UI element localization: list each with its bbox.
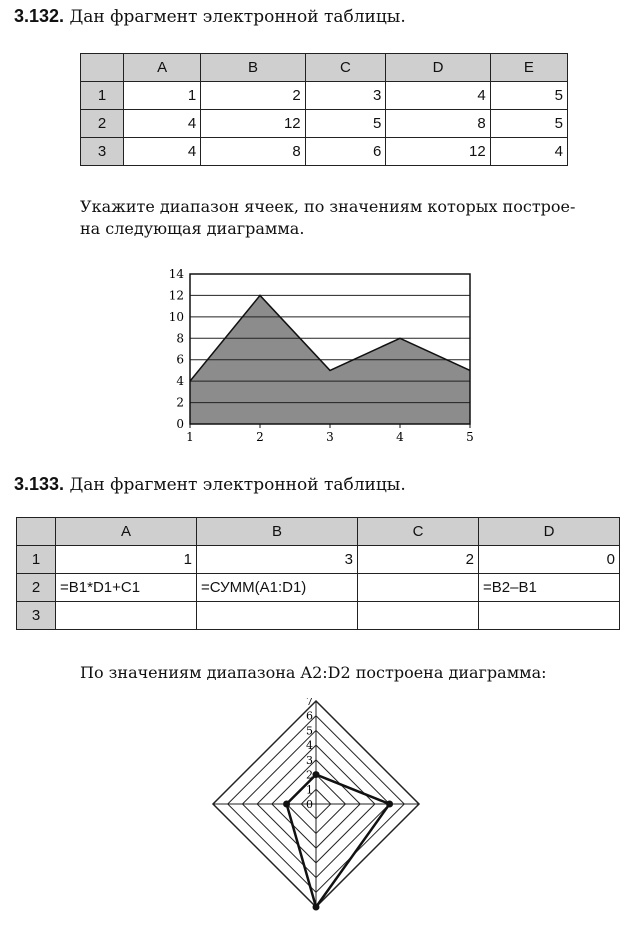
- cell: [358, 574, 479, 602]
- cell: 12: [201, 110, 305, 138]
- x-tick-label: 1: [186, 430, 194, 444]
- table-row: [17, 574, 620, 602]
- task-title: Дан фрагмент электронной таблицы.: [69, 7, 406, 27]
- cell: 4: [490, 138, 567, 166]
- row-header: 1: [81, 82, 124, 110]
- cell: 8: [201, 138, 305, 166]
- column-header-d: D: [479, 518, 620, 546]
- cell: 12: [386, 138, 490, 166]
- radar-data-point: [283, 801, 290, 808]
- column-header-b: B: [197, 518, 358, 546]
- cell: 2: [201, 82, 305, 110]
- radar-tick-label: 4: [306, 739, 313, 753]
- cell: 5: [490, 82, 567, 110]
- column-header-b: B: [201, 54, 305, 82]
- cell: 2: [358, 546, 479, 574]
- radar-tick-label: 2: [306, 768, 313, 782]
- cell: [479, 602, 620, 630]
- cell: 4: [124, 110, 201, 138]
- cell: 3: [305, 82, 386, 110]
- y-tick-label: 0: [176, 417, 184, 431]
- task-number: 3.133.: [14, 474, 65, 494]
- cell: 0: [479, 546, 620, 574]
- radar-tick-label: 3: [306, 753, 313, 767]
- question-line-2: на следующая диаграмма.: [80, 219, 305, 238]
- cell: [56, 602, 197, 630]
- y-tick-label: 2: [176, 395, 184, 410]
- y-tick-label: 6: [176, 352, 184, 367]
- table-row: [81, 82, 568, 110]
- x-tick-label: 5: [466, 430, 474, 444]
- y-tick-label: 10: [168, 309, 184, 324]
- radar-caption: По значениям диапазона A2:D2 построена диаграмма:: [80, 663, 547, 682]
- question-line-1: Укажите диапазон ячеек, по значениям которых построе-: [80, 197, 576, 216]
- table-row: [81, 110, 568, 138]
- y-tick-label: 8: [176, 331, 184, 346]
- cell: 6: [305, 138, 386, 166]
- formula-cell: =B1*D1+C1: [56, 574, 197, 602]
- formula-cell: =B2–B1: [479, 574, 620, 602]
- row-header: 2: [17, 574, 56, 602]
- row-header: 2: [81, 110, 124, 138]
- corner-cell: [17, 518, 56, 546]
- task-title: Дан фрагмент электронной таблицы.: [69, 475, 406, 495]
- cell: 5: [305, 110, 386, 138]
- row-header: 3: [17, 602, 56, 630]
- cell: [197, 602, 358, 630]
- row-header: 1: [17, 546, 56, 574]
- column-header-c: C: [358, 518, 479, 546]
- cell: 3: [197, 546, 358, 574]
- cell: [358, 602, 479, 630]
- cell: 5: [490, 110, 567, 138]
- y-tick-label: 12: [168, 288, 184, 303]
- radar-tick-label: 5: [306, 724, 313, 738]
- spreadsheet-fragment-1: [80, 53, 568, 166]
- cell: 1: [124, 82, 201, 110]
- radar-tick-label: 7: [306, 698, 313, 708]
- question-text: [80, 196, 575, 240]
- formula-cell: =СУММ(A1:D1): [197, 574, 358, 602]
- cell: 4: [124, 138, 201, 166]
- task-3-132-header: [14, 6, 406, 27]
- column-header-e: E: [490, 54, 567, 82]
- radar-tick-label: 6: [306, 709, 313, 723]
- task-number: 3.132.: [14, 6, 65, 26]
- radar-data-point: [313, 771, 320, 778]
- column-header-c: C: [305, 54, 386, 82]
- cell: 8: [386, 110, 490, 138]
- task-3-133-header: [14, 474, 406, 495]
- y-tick-label: 14: [168, 267, 184, 281]
- radar-tick-label: 0: [306, 798, 313, 811]
- cell: 1: [56, 546, 197, 574]
- radar-data-point: [313, 904, 320, 911]
- radar-tick-label: 1: [306, 783, 313, 797]
- column-header-a: A: [56, 518, 197, 546]
- row-header: 3: [81, 138, 124, 166]
- radar-chart: [200, 698, 436, 928]
- table-row: [17, 602, 620, 630]
- column-header-row: [17, 518, 620, 546]
- column-header-a: A: [124, 54, 201, 82]
- y-tick-label: 4: [176, 374, 184, 389]
- area-chart: [160, 262, 490, 452]
- x-tick-label: 4: [396, 430, 404, 444]
- table-row: [81, 138, 568, 166]
- radar-data-point: [386, 801, 393, 808]
- column-header-d: D: [386, 54, 490, 82]
- x-tick-label: 2: [256, 430, 264, 444]
- corner-cell: [81, 54, 124, 82]
- spreadsheet-fragment-2: [16, 517, 620, 630]
- table-row: [17, 546, 620, 574]
- column-header-row: [81, 54, 568, 82]
- x-tick-label: 3: [326, 430, 334, 444]
- cell: 4: [386, 82, 490, 110]
